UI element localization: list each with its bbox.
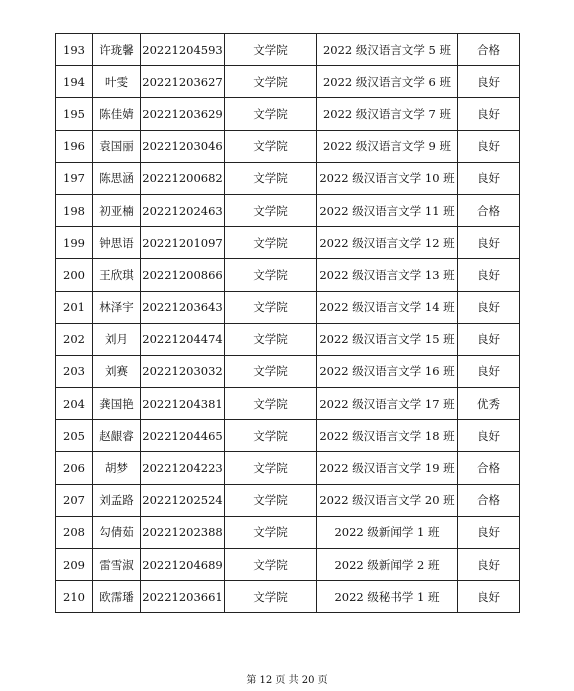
class-cell: 2022 级汉语言文学 18 班 (317, 420, 458, 452)
table-row (56, 516, 520, 548)
class-cell: 2022 级秘书学 1 班 (317, 581, 458, 613)
row-number-cell: 195 (56, 98, 93, 130)
grade-cell: 合格 (458, 34, 520, 66)
grade-cell: 良好 (458, 420, 520, 452)
table-row (56, 549, 520, 581)
college-cell: 文学院 (225, 66, 317, 98)
student-name-cell: 刘月 (93, 323, 141, 355)
student-name-cell: 初亚楠 (93, 194, 141, 226)
college-cell: 文学院 (225, 581, 317, 613)
grade-cell: 良好 (458, 259, 520, 291)
row-number-cell: 201 (56, 291, 93, 323)
table-row (56, 388, 520, 420)
college-cell: 文学院 (225, 98, 317, 130)
class-cell: 2022 级汉语言文学 5 班 (317, 34, 458, 66)
grade-cell: 合格 (458, 484, 520, 516)
page-footer: 第 12 页 共 20 页 (246, 675, 328, 686)
class-cell: 2022 级新闻学 2 班 (317, 549, 458, 581)
grade-cell: 良好 (458, 516, 520, 548)
table-row (56, 227, 520, 259)
college-cell: 文学院 (225, 34, 317, 66)
student-id-cell: 20221203643 (141, 291, 225, 323)
class-cell: 2022 级汉语言文学 9 班 (317, 130, 458, 162)
student-id-cell: 20221200682 (141, 162, 225, 194)
student-grade-table (55, 33, 520, 613)
student-name-cell: 刘赛 (93, 355, 141, 387)
student-id-cell: 20221200866 (141, 259, 225, 291)
grade-cell: 良好 (458, 581, 520, 613)
college-cell: 文学院 (225, 130, 317, 162)
college-cell: 文学院 (225, 162, 317, 194)
class-cell: 2022 级汉语言文学 19 班 (317, 452, 458, 484)
college-cell: 文学院 (225, 420, 317, 452)
class-cell: 2022 级汉语言文学 11 班 (317, 194, 458, 226)
student-id-cell: 20221202463 (141, 194, 225, 226)
grade-cell: 合格 (458, 194, 520, 226)
student-name-cell: 许珑馨 (93, 34, 141, 66)
college-cell: 文学院 (225, 259, 317, 291)
college-cell: 文学院 (225, 323, 317, 355)
row-number-cell: 210 (56, 581, 93, 613)
student-name-cell: 林泽宇 (93, 291, 141, 323)
college-cell: 文学院 (225, 227, 317, 259)
student-id-cell: 20221204223 (141, 452, 225, 484)
grade-cell: 良好 (458, 323, 520, 355)
student-id-cell: 20221202388 (141, 516, 225, 548)
student-id-cell: 20221204689 (141, 549, 225, 581)
student-name-cell: 赵龈睿 (93, 420, 141, 452)
row-number-cell: 193 (56, 34, 93, 66)
row-number-cell: 197 (56, 162, 93, 194)
college-cell: 文学院 (225, 355, 317, 387)
table-row (56, 452, 520, 484)
grade-cell: 良好 (458, 291, 520, 323)
student-name-cell: 勾倩茹 (93, 516, 141, 548)
student-name-cell: 叶雯 (93, 66, 141, 98)
grade-cell: 良好 (458, 355, 520, 387)
student-name-cell: 陈思涵 (93, 162, 141, 194)
row-number-cell: 203 (56, 355, 93, 387)
grade-cell: 良好 (458, 162, 520, 194)
row-number-cell: 194 (56, 66, 93, 98)
student-id-cell: 20221202524 (141, 484, 225, 516)
student-id-cell: 20221203627 (141, 66, 225, 98)
table-row (56, 66, 520, 98)
class-cell: 2022 级新闻学 1 班 (317, 516, 458, 548)
row-number-cell: 205 (56, 420, 93, 452)
grade-cell: 合格 (458, 452, 520, 484)
class-cell: 2022 级汉语言文学 13 班 (317, 259, 458, 291)
grade-cell: 良好 (458, 66, 520, 98)
student-id-cell: 20221203046 (141, 130, 225, 162)
class-cell: 2022 级汉语言文学 12 班 (317, 227, 458, 259)
student-name-cell: 陈佳婧 (93, 98, 141, 130)
table-row (56, 581, 520, 613)
class-cell: 2022 级汉语言文学 20 班 (317, 484, 458, 516)
college-cell: 文学院 (225, 549, 317, 581)
student-name-cell: 袁国丽 (93, 130, 141, 162)
class-cell: 2022 级汉语言文学 16 班 (317, 355, 458, 387)
student-name-cell: 钟思语 (93, 227, 141, 259)
college-cell: 文学院 (225, 291, 317, 323)
student-name-cell: 王欣琪 (93, 259, 141, 291)
grade-cell: 良好 (458, 227, 520, 259)
student-id-cell: 20221204593 (141, 34, 225, 66)
table-row (56, 291, 520, 323)
class-cell: 2022 级汉语言文学 15 班 (317, 323, 458, 355)
college-cell: 文学院 (225, 388, 317, 420)
class-cell: 2022 级汉语言文学 7 班 (317, 98, 458, 130)
table-row (56, 130, 520, 162)
table-row (56, 323, 520, 355)
student-id-cell: 20221201097 (141, 227, 225, 259)
student-id-cell: 20221203629 (141, 98, 225, 130)
college-cell: 文学院 (225, 194, 317, 226)
row-number-cell: 207 (56, 484, 93, 516)
row-number-cell: 196 (56, 130, 93, 162)
row-number-cell: 204 (56, 388, 93, 420)
table-row (56, 259, 520, 291)
college-cell: 文学院 (225, 484, 317, 516)
grade-cell: 良好 (458, 130, 520, 162)
student-id-cell: 20221203032 (141, 355, 225, 387)
grade-cell: 良好 (458, 98, 520, 130)
row-number-cell: 198 (56, 194, 93, 226)
table-row (56, 34, 520, 66)
student-name-cell: 胡梦 (93, 452, 141, 484)
grade-cell: 优秀 (458, 388, 520, 420)
student-name-cell: 龚国艳 (93, 388, 141, 420)
college-cell: 文学院 (225, 452, 317, 484)
class-cell: 2022 级汉语言文学 17 班 (317, 388, 458, 420)
student-id-cell: 20221204474 (141, 323, 225, 355)
student-name-cell: 欧霈璠 (93, 581, 141, 613)
table-row (56, 194, 520, 226)
table-row (56, 355, 520, 387)
row-number-cell: 208 (56, 516, 93, 548)
student-name-cell: 刘孟路 (93, 484, 141, 516)
class-cell: 2022 级汉语言文学 10 班 (317, 162, 458, 194)
table-row (56, 162, 520, 194)
college-cell: 文学院 (225, 516, 317, 548)
class-cell: 2022 级汉语言文学 14 班 (317, 291, 458, 323)
class-cell: 2022 级汉语言文学 6 班 (317, 66, 458, 98)
row-number-cell: 206 (56, 452, 93, 484)
table-body (56, 34, 520, 613)
student-id-cell: 20221204381 (141, 388, 225, 420)
student-name-cell: 雷雪淑 (93, 549, 141, 581)
row-number-cell: 202 (56, 323, 93, 355)
row-number-cell: 200 (56, 259, 93, 291)
table-row (56, 98, 520, 130)
student-id-cell: 20221203661 (141, 581, 225, 613)
table-row (56, 484, 520, 516)
grade-cell: 良好 (458, 549, 520, 581)
table-row (56, 420, 520, 452)
row-number-cell: 209 (56, 549, 93, 581)
row-number-cell: 199 (56, 227, 93, 259)
student-id-cell: 20221204465 (141, 420, 225, 452)
